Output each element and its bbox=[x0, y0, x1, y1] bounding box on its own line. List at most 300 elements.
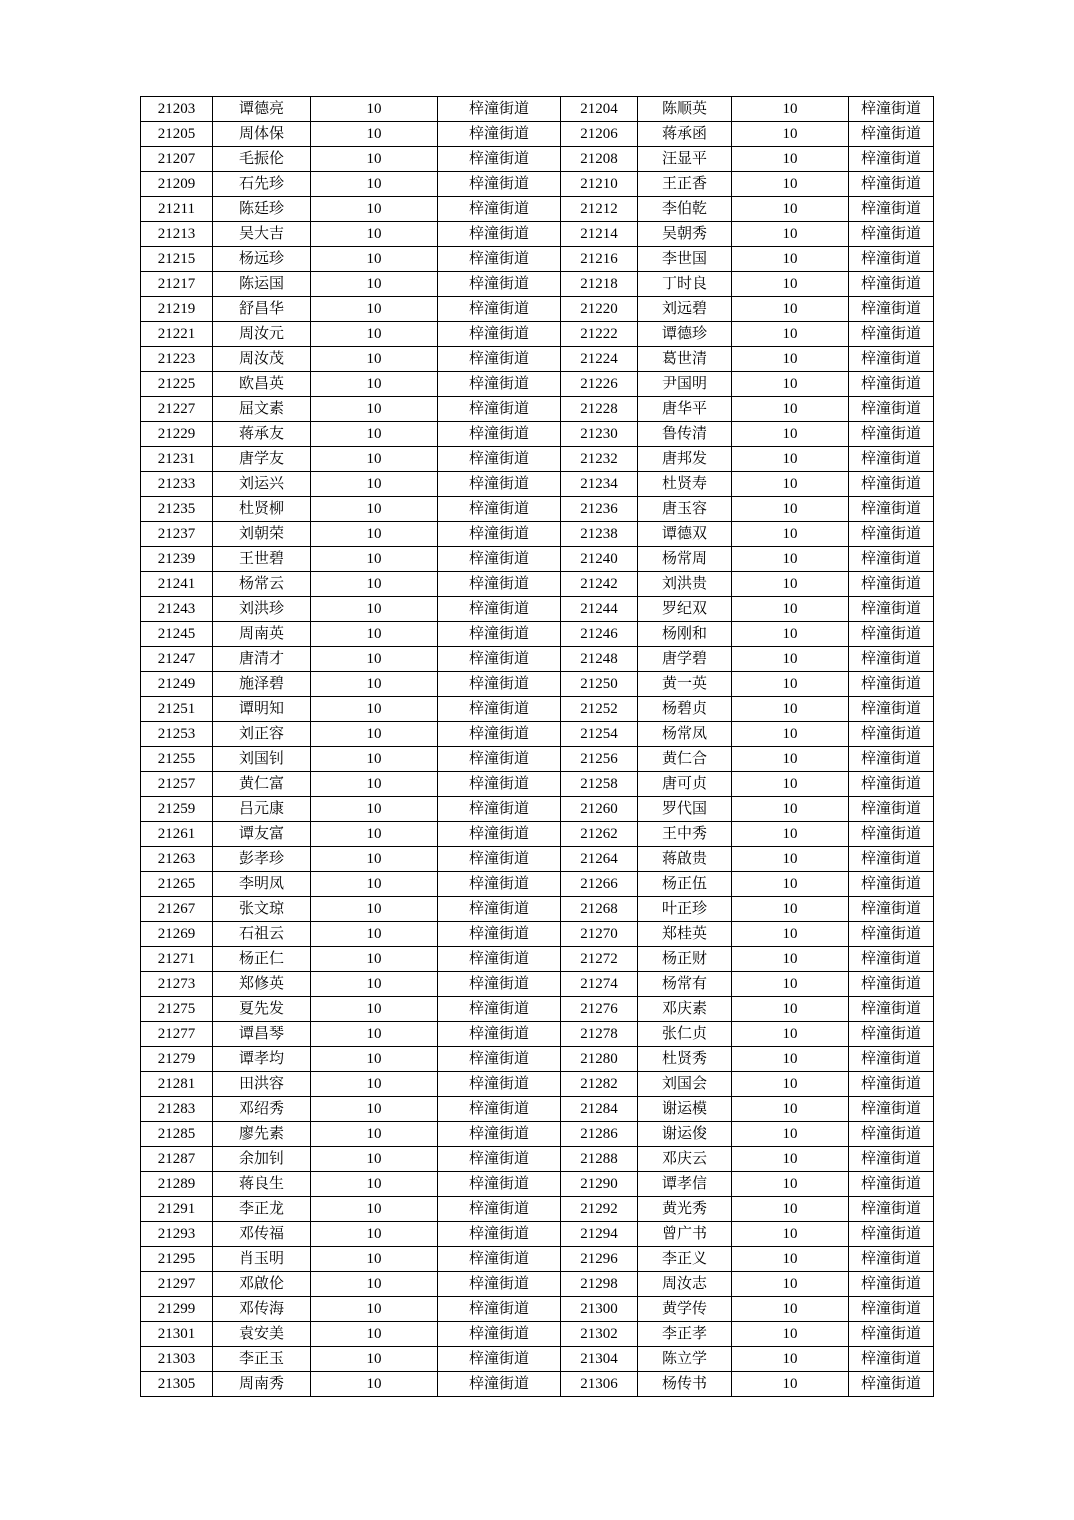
amount-cell: 10 bbox=[732, 1047, 849, 1072]
name-cell: 刘运兴 bbox=[213, 472, 311, 497]
amount-cell: 10 bbox=[311, 122, 438, 147]
id-cell: 21207 bbox=[141, 147, 213, 172]
id-cell: 21228 bbox=[561, 397, 638, 422]
district-cell: 梓潼街道 bbox=[438, 97, 561, 122]
district-cell: 梓潼街道 bbox=[438, 122, 561, 147]
name-cell: 邓传海 bbox=[213, 1297, 311, 1322]
table-row bbox=[141, 322, 934, 347]
amount-cell: 10 bbox=[311, 497, 438, 522]
id-cell: 21265 bbox=[141, 872, 213, 897]
table-row bbox=[141, 1347, 934, 1372]
table-row bbox=[141, 1022, 934, 1047]
amount-cell: 10 bbox=[311, 347, 438, 372]
name-cell: 周体保 bbox=[213, 122, 311, 147]
name-cell: 唐玉容 bbox=[638, 497, 732, 522]
district-cell: 梓潼街道 bbox=[438, 797, 561, 822]
district-cell: 梓潼街道 bbox=[849, 872, 934, 897]
amount-cell: 10 bbox=[311, 1097, 438, 1122]
district-cell: 梓潼街道 bbox=[849, 1322, 934, 1347]
id-cell: 21287 bbox=[141, 1147, 213, 1172]
district-cell: 梓潼街道 bbox=[849, 1297, 934, 1322]
table-row bbox=[141, 1222, 934, 1247]
district-cell: 梓潼街道 bbox=[438, 147, 561, 172]
id-cell: 21283 bbox=[141, 1097, 213, 1122]
amount-cell: 10 bbox=[732, 897, 849, 922]
amount-cell: 10 bbox=[311, 322, 438, 347]
id-cell: 21281 bbox=[141, 1072, 213, 1097]
district-cell: 梓潼街道 bbox=[438, 622, 561, 647]
district-cell: 梓潼街道 bbox=[849, 1372, 934, 1397]
amount-cell: 10 bbox=[311, 1197, 438, 1222]
name-cell: 刘正容 bbox=[213, 722, 311, 747]
amount-cell: 10 bbox=[311, 647, 438, 672]
district-cell: 梓潼街道 bbox=[438, 422, 561, 447]
district-cell: 梓潼街道 bbox=[849, 597, 934, 622]
district-cell: 梓潼街道 bbox=[438, 747, 561, 772]
table-row bbox=[141, 747, 934, 772]
amount-cell: 10 bbox=[311, 872, 438, 897]
amount-cell: 10 bbox=[311, 972, 438, 997]
amount-cell: 10 bbox=[732, 422, 849, 447]
name-cell: 黄光秀 bbox=[638, 1197, 732, 1222]
name-cell: 舒昌华 bbox=[213, 297, 311, 322]
id-cell: 21216 bbox=[561, 247, 638, 272]
district-cell: 梓潼街道 bbox=[438, 372, 561, 397]
district-cell: 梓潼街道 bbox=[849, 397, 934, 422]
amount-cell: 10 bbox=[732, 172, 849, 197]
name-cell: 李明凤 bbox=[213, 872, 311, 897]
amount-cell: 10 bbox=[311, 1272, 438, 1297]
amount-cell: 10 bbox=[732, 322, 849, 347]
name-cell: 郑修英 bbox=[213, 972, 311, 997]
id-cell: 21282 bbox=[561, 1072, 638, 1097]
id-cell: 21206 bbox=[561, 122, 638, 147]
table-row bbox=[141, 447, 934, 472]
amount-cell: 10 bbox=[732, 447, 849, 472]
amount-cell: 10 bbox=[732, 972, 849, 997]
amount-cell: 10 bbox=[311, 247, 438, 272]
name-cell: 谢运俊 bbox=[638, 1122, 732, 1147]
name-cell: 刘朝荣 bbox=[213, 522, 311, 547]
name-cell: 蒋承函 bbox=[638, 122, 732, 147]
id-cell: 21213 bbox=[141, 222, 213, 247]
id-cell: 21221 bbox=[141, 322, 213, 347]
name-cell: 谭明知 bbox=[213, 697, 311, 722]
id-cell: 21241 bbox=[141, 572, 213, 597]
id-cell: 21214 bbox=[561, 222, 638, 247]
id-cell: 21242 bbox=[561, 572, 638, 597]
district-cell: 梓潼街道 bbox=[849, 447, 934, 472]
name-cell: 蒋良生 bbox=[213, 1172, 311, 1197]
amount-cell: 10 bbox=[311, 672, 438, 697]
name-cell: 廖先素 bbox=[213, 1122, 311, 1147]
district-cell: 梓潼街道 bbox=[849, 1097, 934, 1122]
name-cell: 张仁贞 bbox=[638, 1022, 732, 1047]
district-cell: 梓潼街道 bbox=[438, 272, 561, 297]
name-cell: 吕元康 bbox=[213, 797, 311, 822]
table-row bbox=[141, 1072, 934, 1097]
district-cell: 梓潼街道 bbox=[438, 1347, 561, 1372]
amount-cell: 10 bbox=[732, 472, 849, 497]
id-cell: 21270 bbox=[561, 922, 638, 947]
id-cell: 21205 bbox=[141, 122, 213, 147]
table-row bbox=[141, 622, 934, 647]
district-cell: 梓潼街道 bbox=[438, 1072, 561, 1097]
name-cell: 唐华平 bbox=[638, 397, 732, 422]
name-cell: 唐学碧 bbox=[638, 647, 732, 672]
name-cell: 杜贤柳 bbox=[213, 497, 311, 522]
name-cell: 袁安美 bbox=[213, 1322, 311, 1347]
table-row bbox=[141, 922, 934, 947]
id-cell: 21217 bbox=[141, 272, 213, 297]
name-cell: 杨刚和 bbox=[638, 622, 732, 647]
amount-cell: 10 bbox=[732, 622, 849, 647]
name-cell: 李正玉 bbox=[213, 1347, 311, 1372]
district-cell: 梓潼街道 bbox=[438, 1372, 561, 1397]
id-cell: 21256 bbox=[561, 747, 638, 772]
amount-cell: 10 bbox=[311, 597, 438, 622]
district-cell: 梓潼街道 bbox=[438, 1322, 561, 1347]
table-row bbox=[141, 797, 934, 822]
name-cell: 杨常有 bbox=[638, 972, 732, 997]
table-row bbox=[141, 247, 934, 272]
name-cell: 陈廷珍 bbox=[213, 197, 311, 222]
district-cell: 梓潼街道 bbox=[849, 347, 934, 372]
district-cell: 梓潼街道 bbox=[849, 97, 934, 122]
name-cell: 鲁传清 bbox=[638, 422, 732, 447]
id-cell: 21284 bbox=[561, 1097, 638, 1122]
district-cell: 梓潼街道 bbox=[438, 1247, 561, 1272]
name-cell: 周南英 bbox=[213, 622, 311, 647]
id-cell: 21271 bbox=[141, 947, 213, 972]
name-cell: 李正义 bbox=[638, 1247, 732, 1272]
name-cell: 唐清才 bbox=[213, 647, 311, 672]
name-cell: 彭孝珍 bbox=[213, 847, 311, 872]
district-cell: 梓潼街道 bbox=[849, 947, 934, 972]
amount-cell: 10 bbox=[732, 1147, 849, 1172]
district-cell: 梓潼街道 bbox=[438, 697, 561, 722]
amount-cell: 10 bbox=[311, 822, 438, 847]
id-cell: 21250 bbox=[561, 672, 638, 697]
name-cell: 丁时良 bbox=[638, 272, 732, 297]
id-cell: 21275 bbox=[141, 997, 213, 1022]
name-cell: 陈顺英 bbox=[638, 97, 732, 122]
district-cell: 梓潼街道 bbox=[438, 897, 561, 922]
id-cell: 21289 bbox=[141, 1172, 213, 1197]
amount-cell: 10 bbox=[311, 947, 438, 972]
district-cell: 梓潼街道 bbox=[849, 197, 934, 222]
district-cell: 梓潼街道 bbox=[849, 172, 934, 197]
district-cell: 梓潼街道 bbox=[849, 722, 934, 747]
district-cell: 梓潼街道 bbox=[849, 897, 934, 922]
amount-cell: 10 bbox=[311, 1347, 438, 1372]
district-cell: 梓潼街道 bbox=[438, 1272, 561, 1297]
id-cell: 21278 bbox=[561, 1022, 638, 1047]
name-cell: 吴朝秀 bbox=[638, 222, 732, 247]
amount-cell: 10 bbox=[732, 247, 849, 272]
id-cell: 21304 bbox=[561, 1347, 638, 1372]
id-cell: 21286 bbox=[561, 1122, 638, 1147]
district-cell: 梓潼街道 bbox=[849, 1247, 934, 1272]
id-cell: 21233 bbox=[141, 472, 213, 497]
name-cell: 黄学传 bbox=[638, 1297, 732, 1322]
table-row bbox=[141, 972, 934, 997]
amount-cell: 10 bbox=[732, 772, 849, 797]
id-cell: 21272 bbox=[561, 947, 638, 972]
district-cell: 梓潼街道 bbox=[438, 922, 561, 947]
id-cell: 21226 bbox=[561, 372, 638, 397]
table-row bbox=[141, 522, 934, 547]
name-cell: 蒋承友 bbox=[213, 422, 311, 447]
name-cell: 周汝志 bbox=[638, 1272, 732, 1297]
district-cell: 梓潼街道 bbox=[849, 547, 934, 572]
id-cell: 21243 bbox=[141, 597, 213, 622]
id-cell: 21227 bbox=[141, 397, 213, 422]
id-cell: 21291 bbox=[141, 1197, 213, 1222]
name-cell: 杨常周 bbox=[638, 547, 732, 572]
name-cell: 黄仁合 bbox=[638, 747, 732, 772]
roster-table bbox=[140, 96, 934, 1397]
id-cell: 21203 bbox=[141, 97, 213, 122]
amount-cell: 10 bbox=[732, 1172, 849, 1197]
amount-cell: 10 bbox=[732, 147, 849, 172]
name-cell: 李伯乾 bbox=[638, 197, 732, 222]
name-cell: 毛振伦 bbox=[213, 147, 311, 172]
amount-cell: 10 bbox=[311, 747, 438, 772]
name-cell: 杨远珍 bbox=[213, 247, 311, 272]
name-cell: 夏先发 bbox=[213, 997, 311, 1022]
amount-cell: 10 bbox=[311, 297, 438, 322]
id-cell: 21268 bbox=[561, 897, 638, 922]
amount-cell: 10 bbox=[311, 1322, 438, 1347]
district-cell: 梓潼街道 bbox=[438, 1297, 561, 1322]
amount-cell: 10 bbox=[732, 872, 849, 897]
district-cell: 梓潼街道 bbox=[438, 722, 561, 747]
id-cell: 21235 bbox=[141, 497, 213, 522]
table-row bbox=[141, 1297, 934, 1322]
name-cell: 李正孝 bbox=[638, 1322, 732, 1347]
name-cell: 肖玉明 bbox=[213, 1247, 311, 1272]
name-cell: 葛世清 bbox=[638, 347, 732, 372]
table-row bbox=[141, 1172, 934, 1197]
id-cell: 21247 bbox=[141, 647, 213, 672]
amount-cell: 10 bbox=[311, 722, 438, 747]
table-row bbox=[141, 172, 934, 197]
table-row bbox=[141, 997, 934, 1022]
name-cell: 黄一英 bbox=[638, 672, 732, 697]
id-cell: 21264 bbox=[561, 847, 638, 872]
name-cell: 杨传书 bbox=[638, 1372, 732, 1397]
amount-cell: 10 bbox=[311, 772, 438, 797]
amount-cell: 10 bbox=[732, 697, 849, 722]
district-cell: 梓潼街道 bbox=[438, 572, 561, 597]
amount-cell: 10 bbox=[732, 1247, 849, 1272]
district-cell: 梓潼街道 bbox=[438, 247, 561, 272]
district-cell: 梓潼街道 bbox=[849, 822, 934, 847]
table-row bbox=[141, 1147, 934, 1172]
id-cell: 21258 bbox=[561, 772, 638, 797]
amount-cell: 10 bbox=[732, 497, 849, 522]
amount-cell: 10 bbox=[311, 372, 438, 397]
name-cell: 谭德亮 bbox=[213, 97, 311, 122]
id-cell: 21298 bbox=[561, 1272, 638, 1297]
name-cell: 张文琼 bbox=[213, 897, 311, 922]
table-row bbox=[141, 272, 934, 297]
table-row bbox=[141, 547, 934, 572]
name-cell: 杜贤寿 bbox=[638, 472, 732, 497]
district-cell: 梓潼街道 bbox=[849, 747, 934, 772]
amount-cell: 10 bbox=[732, 572, 849, 597]
amount-cell: 10 bbox=[732, 922, 849, 947]
name-cell: 罗代国 bbox=[638, 797, 732, 822]
name-cell: 刘洪贵 bbox=[638, 572, 732, 597]
name-cell: 邓庆云 bbox=[638, 1147, 732, 1172]
id-cell: 21240 bbox=[561, 547, 638, 572]
name-cell: 唐学友 bbox=[213, 447, 311, 472]
id-cell: 21231 bbox=[141, 447, 213, 472]
amount-cell: 10 bbox=[732, 997, 849, 1022]
table-row bbox=[141, 597, 934, 622]
table-row bbox=[141, 347, 934, 372]
name-cell: 邓庆素 bbox=[638, 997, 732, 1022]
id-cell: 21218 bbox=[561, 272, 638, 297]
name-cell: 谭德珍 bbox=[638, 322, 732, 347]
id-cell: 21255 bbox=[141, 747, 213, 772]
district-cell: 梓潼街道 bbox=[849, 372, 934, 397]
id-cell: 21301 bbox=[141, 1322, 213, 1347]
table-row bbox=[141, 947, 934, 972]
name-cell: 刘洪珍 bbox=[213, 597, 311, 622]
district-cell: 梓潼街道 bbox=[849, 672, 934, 697]
id-cell: 21299 bbox=[141, 1297, 213, 1322]
name-cell: 谭孝信 bbox=[638, 1172, 732, 1197]
name-cell: 周汝元 bbox=[213, 322, 311, 347]
name-cell: 屈文素 bbox=[213, 397, 311, 422]
district-cell: 梓潼街道 bbox=[438, 347, 561, 372]
table-row bbox=[141, 222, 934, 247]
id-cell: 21294 bbox=[561, 1222, 638, 1247]
id-cell: 21274 bbox=[561, 972, 638, 997]
district-cell: 梓潼街道 bbox=[438, 972, 561, 997]
district-cell: 梓潼街道 bbox=[849, 1222, 934, 1247]
table-row bbox=[141, 872, 934, 897]
id-cell: 21295 bbox=[141, 1247, 213, 1272]
district-cell: 梓潼街道 bbox=[438, 297, 561, 322]
amount-cell: 10 bbox=[311, 797, 438, 822]
amount-cell: 10 bbox=[732, 647, 849, 672]
amount-cell: 10 bbox=[732, 1197, 849, 1222]
district-cell: 梓潼街道 bbox=[849, 1197, 934, 1222]
name-cell: 吴大吉 bbox=[213, 222, 311, 247]
id-cell: 21234 bbox=[561, 472, 638, 497]
id-cell: 21225 bbox=[141, 372, 213, 397]
name-cell: 尹国明 bbox=[638, 372, 732, 397]
district-cell: 梓潼街道 bbox=[849, 222, 934, 247]
district-cell: 梓潼街道 bbox=[438, 1197, 561, 1222]
name-cell: 杨碧贞 bbox=[638, 697, 732, 722]
name-cell: 田洪容 bbox=[213, 1072, 311, 1097]
id-cell: 21254 bbox=[561, 722, 638, 747]
name-cell: 谭友富 bbox=[213, 822, 311, 847]
district-cell: 梓潼街道 bbox=[438, 1022, 561, 1047]
table-row bbox=[141, 772, 934, 797]
table-row bbox=[141, 422, 934, 447]
amount-cell: 10 bbox=[311, 97, 438, 122]
amount-cell: 10 bbox=[732, 747, 849, 772]
id-cell: 21292 bbox=[561, 1197, 638, 1222]
id-cell: 21237 bbox=[141, 522, 213, 547]
id-cell: 21245 bbox=[141, 622, 213, 647]
district-cell: 梓潼街道 bbox=[849, 1347, 934, 1372]
amount-cell: 10 bbox=[732, 722, 849, 747]
amount-cell: 10 bbox=[732, 1072, 849, 1097]
table-row bbox=[141, 197, 934, 222]
table-body bbox=[141, 97, 934, 1397]
id-cell: 21276 bbox=[561, 997, 638, 1022]
id-cell: 21204 bbox=[561, 97, 638, 122]
id-cell: 21296 bbox=[561, 1247, 638, 1272]
table-row bbox=[141, 847, 934, 872]
name-cell: 石祖云 bbox=[213, 922, 311, 947]
district-cell: 梓潼街道 bbox=[849, 1172, 934, 1197]
table-row bbox=[141, 372, 934, 397]
amount-cell: 10 bbox=[732, 1372, 849, 1397]
id-cell: 21263 bbox=[141, 847, 213, 872]
amount-cell: 10 bbox=[311, 1022, 438, 1047]
name-cell: 周汝茂 bbox=[213, 347, 311, 372]
amount-cell: 10 bbox=[311, 1172, 438, 1197]
name-cell: 杨常凤 bbox=[638, 722, 732, 747]
id-cell: 21303 bbox=[141, 1347, 213, 1372]
table-row bbox=[141, 122, 934, 147]
amount-cell: 10 bbox=[311, 697, 438, 722]
district-cell: 梓潼街道 bbox=[849, 622, 934, 647]
id-cell: 21280 bbox=[561, 1047, 638, 1072]
id-cell: 21267 bbox=[141, 897, 213, 922]
district-cell: 梓潼街道 bbox=[849, 647, 934, 672]
district-cell: 梓潼街道 bbox=[438, 322, 561, 347]
amount-cell: 10 bbox=[732, 1122, 849, 1147]
name-cell: 谭昌琴 bbox=[213, 1022, 311, 1047]
id-cell: 21252 bbox=[561, 697, 638, 722]
id-cell: 21306 bbox=[561, 1372, 638, 1397]
id-cell: 21248 bbox=[561, 647, 638, 672]
id-cell: 21302 bbox=[561, 1322, 638, 1347]
amount-cell: 10 bbox=[732, 522, 849, 547]
district-cell: 梓潼街道 bbox=[849, 997, 934, 1022]
amount-cell: 10 bbox=[311, 172, 438, 197]
amount-cell: 10 bbox=[732, 297, 849, 322]
amount-cell: 10 bbox=[732, 122, 849, 147]
name-cell: 王中秀 bbox=[638, 822, 732, 847]
table-row bbox=[141, 697, 934, 722]
district-cell: 梓潼街道 bbox=[438, 397, 561, 422]
name-cell: 杨正仁 bbox=[213, 947, 311, 972]
id-cell: 21266 bbox=[561, 872, 638, 897]
district-cell: 梓潼街道 bbox=[438, 647, 561, 672]
name-cell: 黄仁富 bbox=[213, 772, 311, 797]
amount-cell: 10 bbox=[311, 622, 438, 647]
amount-cell: 10 bbox=[311, 197, 438, 222]
table-row bbox=[141, 1247, 934, 1272]
amount-cell: 10 bbox=[732, 1297, 849, 1322]
amount-cell: 10 bbox=[311, 1147, 438, 1172]
id-cell: 21208 bbox=[561, 147, 638, 172]
id-cell: 21300 bbox=[561, 1297, 638, 1322]
id-cell: 21279 bbox=[141, 1047, 213, 1072]
id-cell: 21257 bbox=[141, 772, 213, 797]
table-row bbox=[141, 472, 934, 497]
